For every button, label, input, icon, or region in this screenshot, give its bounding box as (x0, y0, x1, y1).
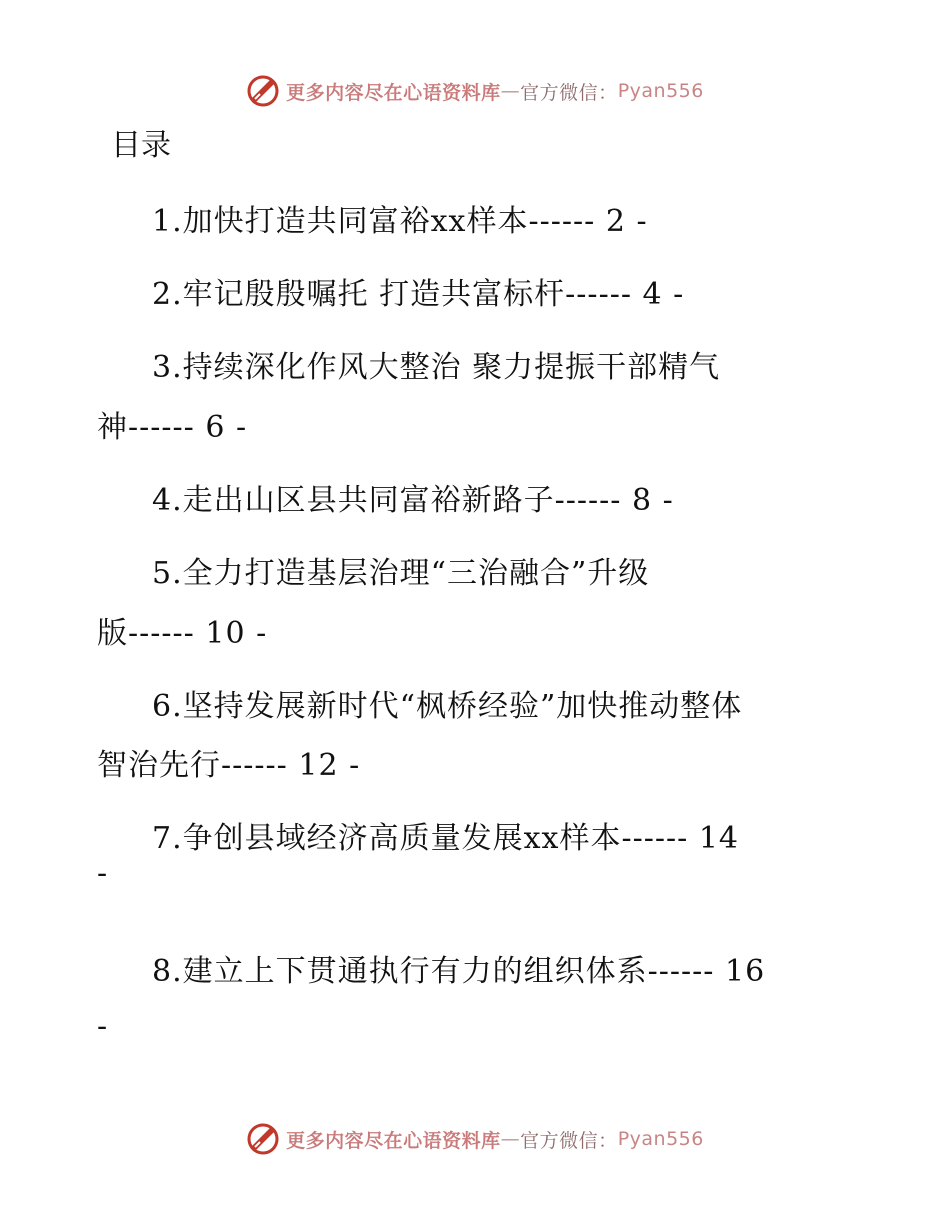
toc-entry-text-continued: - (97, 856, 109, 891)
toc-entry-text-continued: 神------ 6 - (97, 410, 248, 445)
toc-entry-text-continued: 版------ 10 - (97, 616, 268, 651)
watermark-main-text: 更多内容尽在心语资料库 (286, 81, 501, 104)
watermark-dash: — (500, 80, 521, 102)
toc-entry-text: 7.争创县域经济高质量发展xx样本------ 14 (152, 821, 739, 856)
quill-seal-logo-icon (246, 74, 280, 108)
toc-entry-text: 6.坚持发展新时代“枫桥经验”加快推动整体 (152, 689, 743, 724)
watermark-dash: — (500, 1128, 521, 1150)
toc-entry-text: 3.持续深化作风大整治 聚力提振干部精气 (152, 350, 721, 385)
toc-entry-text-continued: 智治先行------ 12 - (97, 748, 361, 783)
toc-entry-text: 8.建立上下贯通执行有力的组织体系------ 16 (152, 954, 766, 989)
watermark-footer (0, 1119, 950, 1159)
watermark-main-text: 更多内容尽在心语资料库 (286, 1129, 501, 1152)
toc-entry-text: 5.全力打造基层治理“三治融合”升级 (152, 556, 650, 591)
toc-entry-text: 4.走出山区县共同富裕新路子------ 8 - (152, 483, 674, 518)
watermark-id: Pyan556 (617, 1128, 704, 1150)
watermark-id: Pyan556 (617, 80, 704, 102)
page-title: 目录 (111, 128, 171, 163)
watermark-label: 官方微信： (520, 81, 618, 104)
watermark-header (0, 71, 950, 111)
watermark-label: 官方微信： (520, 1129, 618, 1152)
quill-seal-logo-icon (246, 1122, 280, 1156)
toc-entry-text-continued: - (97, 1009, 109, 1044)
toc-entry-text: 2.牢记殷殷嘱托 打造共富标杆------ 4 - (152, 277, 685, 312)
toc-entry-text: 1.加快打造共同富裕xx样本------ 2 - (152, 204, 648, 239)
